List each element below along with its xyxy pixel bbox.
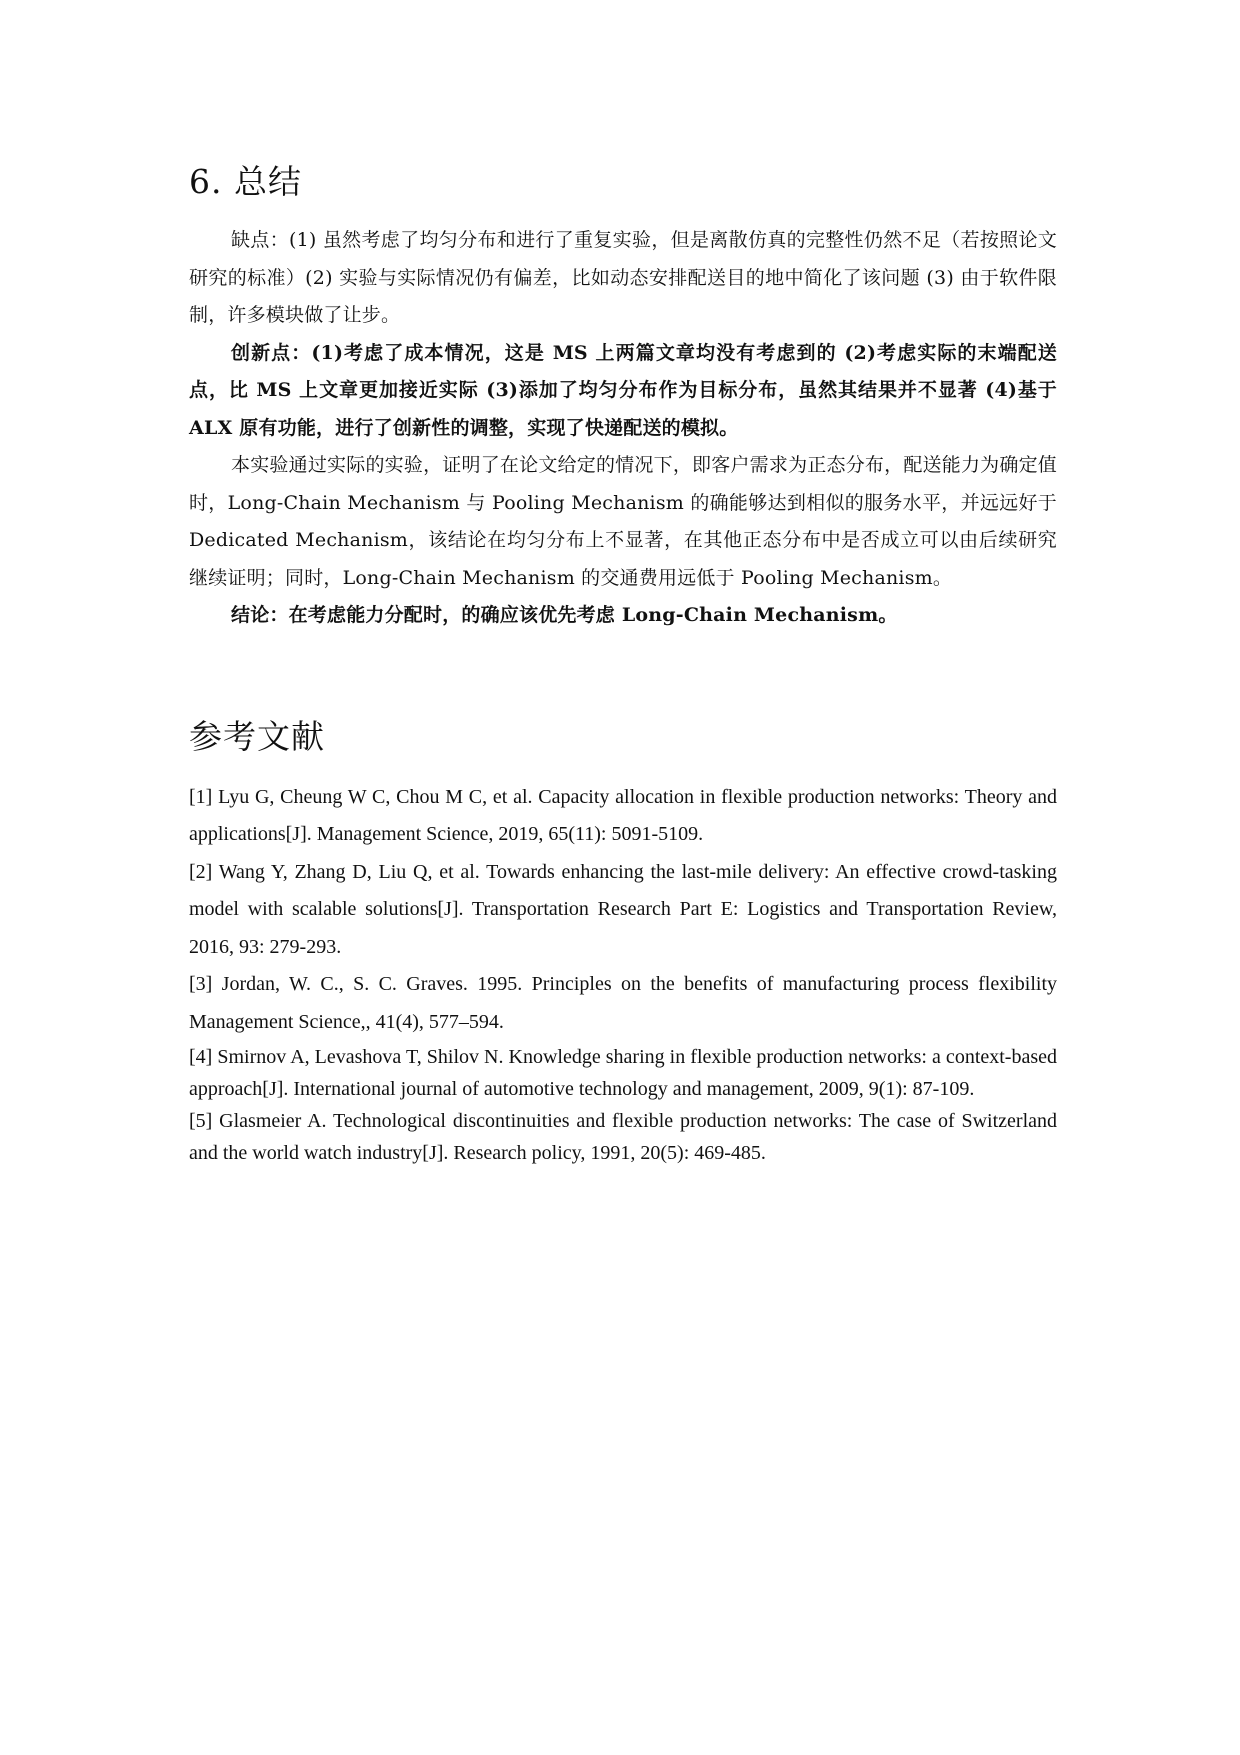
reference-item: [5] Glasmeier A. Technological discontinuities and flexible production networks: The case of Switzerland and the world watch industry[J]. Research policy, 1991, 20(5): 469-485. bbox=[189, 1110, 1057, 1164]
reference-item: [4] Smirnov A, Levashova T, Shilov N. Knowledge sharing in flexible production networks: a context-based approach[J]. International journal of automotive technology and management, 2009, 9(1): 87-109. bbox=[189, 1046, 1057, 1100]
reference-item: [3] Jordan, W. C., S. C. Graves. 1995. Principles on the benefits of manufacturing process flexibility Management Science,, 41(4), 577–594. bbox=[189, 973, 1057, 1033]
innovations-paragraph: 创新点：(1)考虑了成本情况，这是 MS 上两篇文章均没有考虑到的 (2)考虑实际的末端配送点，比 MS 上文章更加接近实际 (3)添加了均匀分布作为目标分布，虽然其结果并不显著 (4)基于 ALX 原有功能，进行了创新性的调整，实现了快递配送的模拟。 bbox=[189, 341, 1057, 439]
page-content bbox=[189, 160, 1057, 1169]
summary-heading: 6. 总结 bbox=[189, 162, 302, 201]
references-heading: 参考文献 bbox=[189, 716, 325, 756]
drawbacks-paragraph: 缺点：(1) 虽然考虑了均匀分布和进行了重复实验，但是离散仿真的完整性仍然不足（若按照论文研究的标准）(2) 实验与实际情况仍有偏差，比如动态安排配送目的地中简化了该问题 (3) 由于软件限制，许多模块做了让步。 bbox=[189, 229, 1057, 326]
reference-item: [1] Lyu G, Cheung W C, Chou M C, et al. Capacity allocation in flexible production networks: Theory and applications[J]. Management Science, 2019, 65(11): 5091-5109. bbox=[189, 785, 1057, 845]
findings-paragraph: 本实验通过实际的实验，证明了在论文给定的情况下，即客户需求为正态分布，配送能力为确定值时，Long-Chain Mechanism 与 Pooling Mechanism 的确能够达到相似的服务水平，并远远好于 Dedicated Mechanism，该结论在均匀分布上不显著，在其他正态分布中是否成立可以由后续研究继续证明；同时，Long-Chain Mechanism 的交通费用远低于 Pooling Mechanism。 bbox=[189, 454, 1057, 589]
conclusion-paragraph: 结论：在考虑能力分配时，的确应该优先考虑 Long-Chain Mechanism。 bbox=[231, 604, 898, 626]
reference-item: [2] Wang Y, Zhang D, Liu Q, et al. Towards enhancing the last-mile delivery: An effective crowd-tasking model with scalable solutions[J]. Transportation Research Part E: Logistics and Transportation Review, 2016, 93: 279-293. bbox=[189, 860, 1057, 958]
summary-section bbox=[189, 160, 1057, 635]
references-section bbox=[189, 715, 1057, 1170]
